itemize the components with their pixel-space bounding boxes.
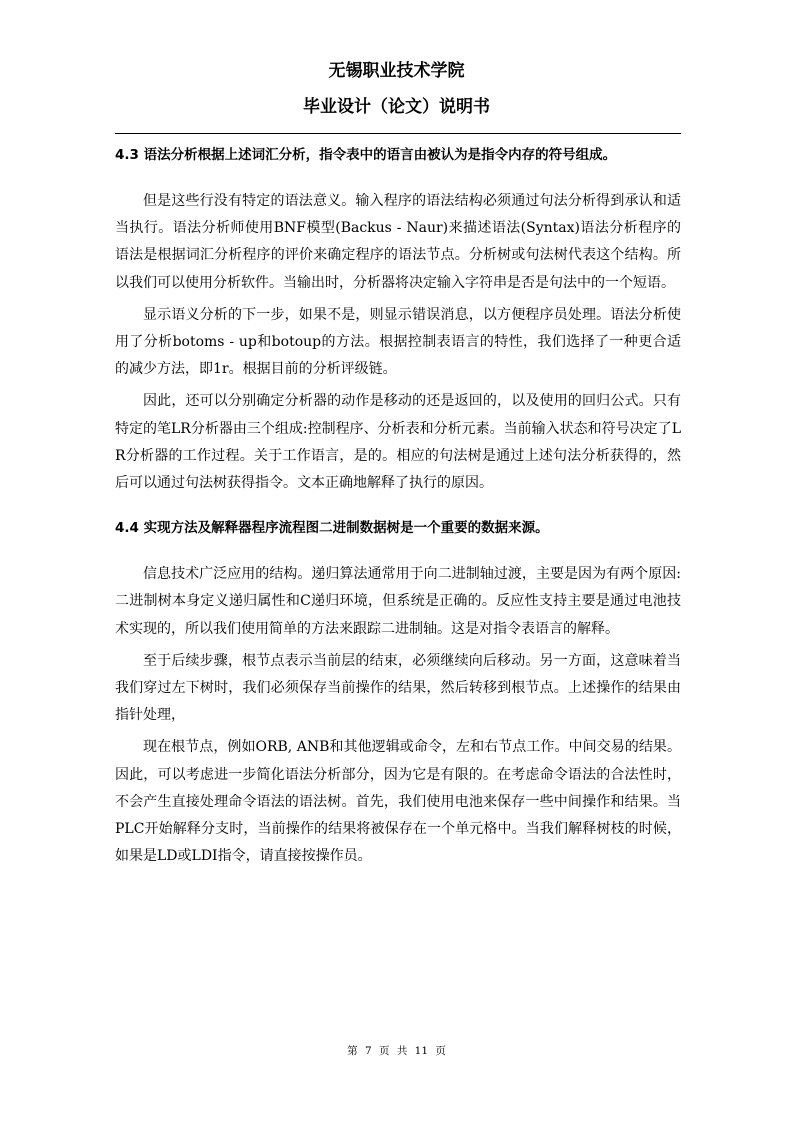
paragraph: 现在根节点，例如ORB, ANB和其他逻辑或命令，左和右节点工作。中间交易的结果。因此，可以考虑进一步简化语法分析部分，因为它是有限的。在考虑命令语法的合法性时，不会产生直接处理命令语法的语法树。首先，我们使用电池来保存一些中间操作和结果。当PLC开始解释分支时，当前操作的结果将被保存在一个单元格中。当我们解释树枝的时候，如果是LD或LDI指令，请直接按操作员。: [115, 739, 681, 865]
paragraph: 信息技术广泛应用的结构。递归算法通常用于向二进制轴过渡，主要是因为有两个原因:二进制树本身定义递归属性和C递归环境，但系统是正确的。反应性支持主要是通过电池技术实现的，所以我们使用简单的方法来跟踪二进制轴。这是对指令表语言的解释。: [115, 566, 681, 637]
header-divider: [115, 133, 681, 134]
section-heading-4-4: 4.4 实现方法及解释器程序流程图二进制数据树是一个重要的数据来源。: [115, 520, 549, 537]
section-heading-4-3: 4.3 语法分析根据上述词汇分析，指令表中的语言由被认为是指令内存的符号组成。: [115, 147, 617, 163]
paragraph: 显示语义分析的下一步，如果不是，则显示错误消息，以方便程序员处理。语法分析使用了分析botoms - up和botoup的方法。根据控制表语言的特性，我们选择了一种更合适的减少方法，即1r。根据目前的分析评级链。: [115, 306, 681, 378]
page-number: 第 7 页 共 11 页: [347, 1045, 446, 1057]
paragraph: 至于后续步骤，根节点表示当前层的结束，必须继续向后移动。另一方面，这意味着当我们穿过左下树时，我们必须保存当前操作的结果，然后转移到根节点。上述操作的结果由指针处理，: [115, 652, 681, 724]
school-name: 无锡职业技术学院: [328, 61, 465, 81]
paragraph: 因此，还可以分别确定分析器的动作是移动的还是返回的，以及使用的回归公式。只有特定的笔LR分析器由三个组成:控制程序、分析表和分析元素。当前输入状态和符号决定了LR分析器的工作过程。关于工作语言，是的。相应的句法树是通过上述句法分析获得的，然后可以通过句法树获得指令。文本正确地解释了执行的原因。: [115, 393, 681, 492]
document-title: 毕业设计（论文）说明书: [303, 97, 490, 117]
paragraph: 但是这些行没有特定的语法意义。输入程序的语法结构必须通过句法分析得到承认和适当执行。语法分析师使用BNF模型(Backus - Naur)来描述语法(Syntax)语法分析程序的语法是根据词汇分析程序的评价来确定程序的语法节点。分析树或句法树代表这个结构。所以我们可以使用分析软件。当输出时，分析器将决定输入字符串是否是句法中的一个短语。: [115, 193, 681, 291]
document-body: [115, 142, 681, 875]
page-header: [0, 58, 793, 120]
